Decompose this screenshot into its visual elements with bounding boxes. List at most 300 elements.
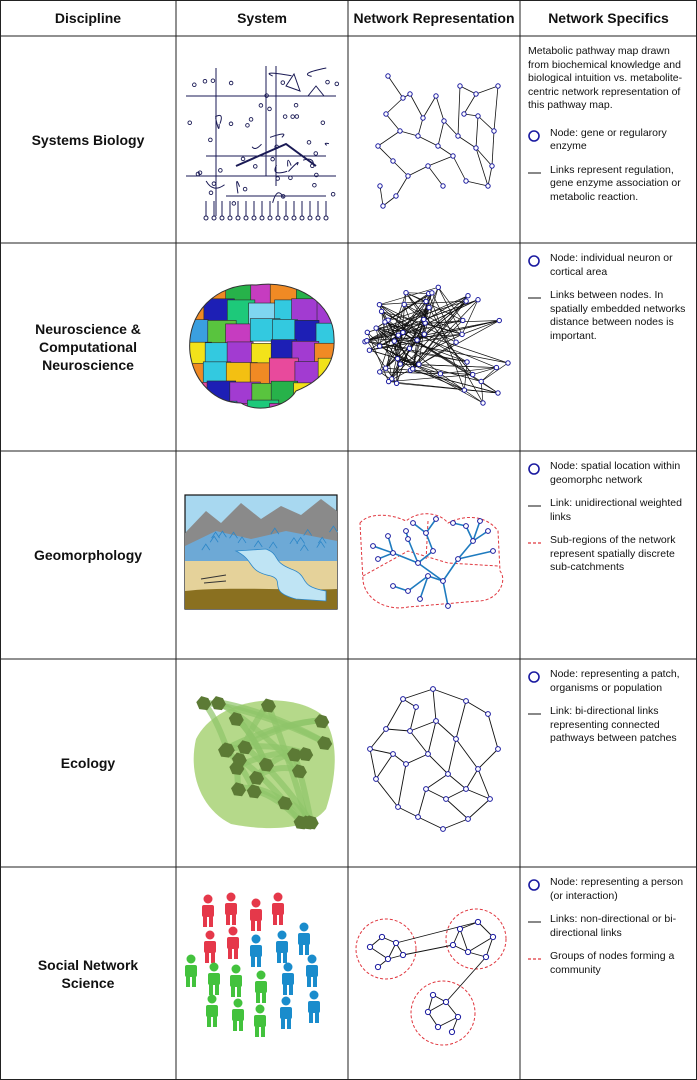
header-system: System <box>237 10 287 26</box>
pathway-triangle <box>308 86 324 96</box>
brain-regions <box>183 278 348 429</box>
network-node <box>464 299 468 303</box>
pathway-curve <box>270 134 284 137</box>
network-node <box>406 174 410 178</box>
network-link <box>418 118 423 136</box>
pathway-node <box>232 202 236 206</box>
network-node <box>414 705 419 710</box>
network-node <box>379 309 383 313</box>
network-link <box>436 721 456 739</box>
pathway-node <box>284 216 288 220</box>
network-node <box>451 521 456 526</box>
legend-item <box>528 534 689 575</box>
network-node <box>377 302 381 306</box>
network-node <box>396 805 401 810</box>
network-node <box>434 719 439 724</box>
pathway-node <box>335 82 339 86</box>
brain-region <box>269 358 298 385</box>
network-node <box>391 752 396 757</box>
network-link <box>386 98 403 114</box>
network-node <box>454 737 459 742</box>
network-link <box>403 689 433 699</box>
network-node <box>443 999 448 1004</box>
network-node <box>451 154 455 158</box>
network-node <box>383 320 387 324</box>
discipline-label: Social Network Science <box>37 956 139 991</box>
pathway-node <box>220 216 224 220</box>
network-node <box>407 346 411 350</box>
network-link <box>370 749 376 779</box>
network-node <box>475 919 480 924</box>
network-link <box>406 754 428 764</box>
pathway-node <box>188 121 192 125</box>
network-node <box>466 817 471 822</box>
header-network-representation: Network Representation <box>353 10 515 26</box>
network-node <box>416 134 420 138</box>
network-link <box>376 779 398 807</box>
network-node <box>446 604 451 609</box>
ecological-network <box>348 659 520 867</box>
person-icon <box>232 999 244 1032</box>
network-link <box>386 699 403 729</box>
network-node <box>496 391 500 395</box>
pathway-node <box>324 216 328 220</box>
pathway-node <box>268 107 272 111</box>
sub-catchment-boundary <box>360 514 503 608</box>
network-node <box>422 317 426 321</box>
network-node <box>474 146 478 150</box>
pathway-node <box>281 81 285 85</box>
discipline-label: Systems Biology <box>31 131 145 148</box>
network-node <box>449 1029 454 1034</box>
network-link <box>373 546 393 553</box>
person-icon <box>254 1005 266 1038</box>
people-illustration <box>176 867 348 1080</box>
landscape-illustration <box>176 451 348 659</box>
network-link <box>446 789 466 799</box>
system-people-icons <box>176 867 348 1080</box>
network-node <box>438 372 442 376</box>
brain-region <box>270 403 299 427</box>
network-link <box>410 707 416 731</box>
network-node <box>404 762 409 767</box>
node-circle-icon <box>529 131 539 141</box>
network-link <box>448 739 456 774</box>
network-link <box>410 370 498 393</box>
network-node <box>497 318 501 322</box>
network-link <box>476 86 498 94</box>
network-node <box>486 529 491 534</box>
network-link <box>396 176 408 196</box>
network-node <box>444 797 449 802</box>
network-link <box>378 146 393 161</box>
pathway-node <box>228 216 232 220</box>
network-link <box>410 731 428 754</box>
network-link <box>476 148 492 166</box>
network-node <box>461 318 465 322</box>
network-node <box>391 551 396 556</box>
network-node <box>408 92 412 96</box>
person-icon <box>255 971 267 1004</box>
node-circle-icon <box>529 672 539 682</box>
specifics-geomorphology <box>520 451 697 659</box>
network-node <box>424 787 429 792</box>
network-link <box>388 76 403 98</box>
legend-item <box>528 127 689 154</box>
river-network <box>348 451 520 659</box>
pathway-node <box>307 141 311 145</box>
network-node <box>492 129 496 133</box>
person-icon <box>227 927 239 960</box>
pathway-node <box>321 121 325 125</box>
network-link <box>456 701 466 739</box>
network-link <box>428 166 443 186</box>
network-node <box>379 934 384 939</box>
network-link <box>380 186 383 206</box>
system-river-landscape <box>176 451 348 659</box>
network-representation-systems-biology <box>348 36 520 243</box>
person-icon <box>208 963 220 996</box>
network-node <box>398 129 402 133</box>
pathway-node <box>308 216 312 220</box>
person-icon <box>308 991 320 1024</box>
network-link <box>446 957 486 1002</box>
pathway-node <box>219 169 223 173</box>
brain-region <box>291 403 320 428</box>
network-link <box>466 701 488 714</box>
person-icon <box>225 893 237 926</box>
network-link <box>418 789 426 817</box>
network-node <box>411 521 416 526</box>
network-node <box>434 517 439 522</box>
network-link <box>418 817 443 829</box>
person-icon <box>298 923 310 956</box>
network-link <box>367 341 467 362</box>
pathway-node <box>283 115 287 119</box>
network-node <box>450 942 455 947</box>
network-node <box>404 290 408 294</box>
specifics-intro: Metabolic pathway map drawn from biochemical knowledge and biological intuition vs. metabolite-centric network representation of this pathway map. <box>528 45 683 111</box>
person-icon <box>282 963 294 996</box>
network-node <box>431 549 436 554</box>
network-link <box>433 689 466 701</box>
network-link <box>418 563 443 581</box>
network-node <box>479 379 483 383</box>
legend-item <box>528 289 689 343</box>
person-icon <box>204 931 216 964</box>
network-link <box>426 789 446 799</box>
pathway-node <box>295 115 299 119</box>
network-node <box>383 366 387 370</box>
pathway-node <box>300 216 304 220</box>
legend-item <box>528 460 689 487</box>
network-link <box>369 350 418 364</box>
network-node <box>381 204 385 208</box>
person-icon <box>276 931 288 964</box>
legend-item <box>528 950 689 977</box>
legend-item <box>528 668 689 695</box>
network-node <box>478 519 483 524</box>
network-link <box>486 937 493 957</box>
pathway-node <box>211 79 215 83</box>
network-node <box>435 1024 440 1029</box>
pathway-node <box>244 216 248 220</box>
pathway-node <box>314 152 318 156</box>
network-node <box>431 687 436 692</box>
network-node <box>441 579 446 584</box>
network-node <box>474 92 478 96</box>
network-link <box>433 689 436 721</box>
person-icon <box>206 995 218 1028</box>
pathway-node <box>326 80 330 84</box>
network-link <box>464 94 476 114</box>
person-icon <box>250 935 262 968</box>
network-link <box>386 729 410 731</box>
network-node <box>465 949 470 954</box>
network-link <box>458 136 476 148</box>
network-link <box>418 136 438 146</box>
network-link <box>370 947 388 959</box>
legend-text: Link: unidirectional weighted links <box>550 497 682 523</box>
pathway-node <box>331 192 335 196</box>
network-link <box>478 922 493 937</box>
network-node <box>395 356 399 360</box>
discipline-label: Geomorphology <box>33 547 143 563</box>
specifics-neuroscience <box>520 243 697 451</box>
legend-item <box>528 164 689 205</box>
person-icon <box>272 893 284 926</box>
network-node <box>404 529 409 534</box>
pathway-curve <box>325 143 329 145</box>
legend-text: Links represent regulation, gene enzyme association or metabolic reaction. <box>550 163 681 203</box>
brain-region <box>314 400 346 425</box>
specifics-social-network-science <box>520 867 697 1080</box>
system-brain-parcellation <box>176 243 348 451</box>
link-line-icon <box>528 167 542 179</box>
legend-text: Node: individual neuron or cortical area <box>550 252 673 278</box>
legend-item <box>528 252 689 279</box>
brain-region <box>186 403 213 429</box>
network-link <box>428 754 448 774</box>
network-node <box>426 752 431 757</box>
pathway-node <box>268 216 272 220</box>
pathway-node <box>209 191 213 195</box>
community-boundary <box>356 919 416 979</box>
header-network-specifics: Network Specifics <box>548 10 669 26</box>
network-link <box>406 293 429 294</box>
network-link <box>426 774 448 789</box>
habitat-patch-illustration <box>176 659 348 867</box>
network-node <box>496 747 501 752</box>
network-node <box>488 797 493 802</box>
network-representation-ecology <box>348 659 520 867</box>
node-circle-icon <box>528 255 542 267</box>
metabolic-pathway-illustration <box>176 36 348 243</box>
network-node <box>426 164 430 168</box>
network-node <box>464 699 469 704</box>
pathway-node <box>241 157 245 161</box>
network-node <box>406 589 411 594</box>
legend-text: Sub-regions of the network represent spatially discrete sub-catchments <box>550 534 676 573</box>
network-node <box>394 381 398 385</box>
network-link <box>468 799 490 819</box>
network-node <box>455 1014 460 1019</box>
network-node <box>376 144 380 148</box>
link-line-icon <box>528 708 542 720</box>
brain-region <box>208 401 237 424</box>
network-node <box>496 84 500 88</box>
node-circle-icon <box>528 130 542 142</box>
person-icon <box>185 955 197 988</box>
pathway-node <box>229 81 233 85</box>
network-node <box>393 940 398 945</box>
pathway-node <box>212 216 216 220</box>
network-link <box>400 131 418 136</box>
network-node <box>365 330 369 334</box>
network-node <box>377 344 381 348</box>
network-link <box>492 131 494 166</box>
network-node <box>441 827 446 832</box>
pathway-node <box>229 122 233 126</box>
pathway-node <box>203 79 207 83</box>
pathway-node <box>246 124 250 128</box>
pathway-node <box>204 216 208 220</box>
network-node <box>400 952 405 957</box>
network-node <box>422 332 426 336</box>
network-node <box>490 934 495 939</box>
node-circle-icon <box>528 879 542 891</box>
node-circle-icon <box>529 880 539 890</box>
discipline-social-network-science <box>0 867 176 1080</box>
network-node <box>367 944 372 949</box>
legend-text: Links between nodes. In spatially embedded networks distance between nodes is important. <box>550 289 686 342</box>
network-link <box>466 181 488 186</box>
network-node <box>426 574 431 579</box>
specifics-ecology <box>520 659 697 867</box>
network-link <box>468 937 493 952</box>
network-link <box>458 86 460 136</box>
network-node <box>464 179 468 183</box>
header-discipline: Discipline <box>54 10 122 26</box>
pathway-node <box>209 138 213 142</box>
network-node <box>406 537 411 542</box>
network-link <box>466 769 478 789</box>
legend-item <box>528 705 689 746</box>
brain-region <box>317 382 345 408</box>
network-node <box>458 84 462 88</box>
network-node <box>376 557 381 562</box>
network-link <box>428 721 436 754</box>
network-node <box>436 144 440 148</box>
network-node <box>486 712 491 717</box>
network-node <box>398 362 402 366</box>
pathway-node <box>271 157 275 161</box>
network-node <box>417 362 421 366</box>
network-node <box>386 379 390 383</box>
person-icon <box>202 895 214 928</box>
network-node <box>385 956 390 961</box>
neural-network <box>348 243 520 451</box>
person-icon <box>306 955 318 988</box>
network-node <box>464 787 469 792</box>
network-node <box>392 339 396 343</box>
network-link <box>494 86 498 131</box>
legend-text: Node: spatial location within geomorphc network <box>550 460 681 486</box>
legend-text: Links: non-directional or bi-directional links <box>550 913 677 939</box>
network-link <box>444 121 458 136</box>
network-representation-neuroscience <box>348 243 520 451</box>
dashed-line-icon <box>528 537 542 549</box>
network-node <box>394 194 398 198</box>
network-link <box>396 922 478 943</box>
network-node <box>401 330 405 334</box>
network-node <box>430 992 435 997</box>
pathway-node <box>259 104 263 108</box>
network-node <box>457 926 462 931</box>
network-node <box>391 584 396 589</box>
network-node <box>374 326 378 330</box>
network-node <box>367 348 371 352</box>
network-node <box>424 299 428 303</box>
pathway-node <box>260 216 264 220</box>
pathway-node <box>253 165 257 169</box>
network-link <box>393 161 408 176</box>
network-node <box>430 291 434 295</box>
network-node <box>375 964 380 969</box>
community-boundary <box>446 909 506 969</box>
network-node <box>378 184 382 188</box>
network-representation-geomorphology <box>348 451 520 659</box>
network-node <box>506 361 510 365</box>
network-link <box>478 116 494 131</box>
network-link <box>376 754 393 779</box>
network-node <box>464 524 469 529</box>
network-node <box>434 94 438 98</box>
network-link <box>428 156 453 166</box>
pathway-curve <box>275 165 287 173</box>
network-node <box>418 597 423 602</box>
person-icon <box>230 965 242 998</box>
pathway-curve <box>288 162 298 171</box>
network-link <box>438 146 453 156</box>
network-node <box>384 727 389 732</box>
node-circle-icon <box>529 256 539 266</box>
network-node <box>471 539 476 544</box>
network-node <box>483 954 488 959</box>
discipline-ecology <box>0 659 176 867</box>
network-link <box>438 121 444 146</box>
network-link <box>440 368 496 374</box>
network-node <box>436 285 440 289</box>
discipline-label: Neuroscience & Computational Neuroscience <box>35 321 141 373</box>
network-node <box>442 119 446 123</box>
network-node <box>386 534 391 539</box>
network-node <box>476 298 480 302</box>
network-node <box>471 372 475 376</box>
network-node <box>378 370 382 374</box>
discipline-label: Ecology <box>60 755 116 771</box>
pathway-node <box>276 216 280 220</box>
network-node <box>466 293 470 297</box>
pathway-triangle <box>286 74 300 91</box>
specifics-systems-biology <box>520 36 697 243</box>
pathway-node <box>243 187 247 191</box>
brain-region <box>183 320 208 343</box>
network-link <box>456 739 478 769</box>
legend-text: Node: representing a patch, organisms or population <box>550 668 680 694</box>
network-link <box>476 148 488 186</box>
pathway-curve <box>288 160 292 166</box>
